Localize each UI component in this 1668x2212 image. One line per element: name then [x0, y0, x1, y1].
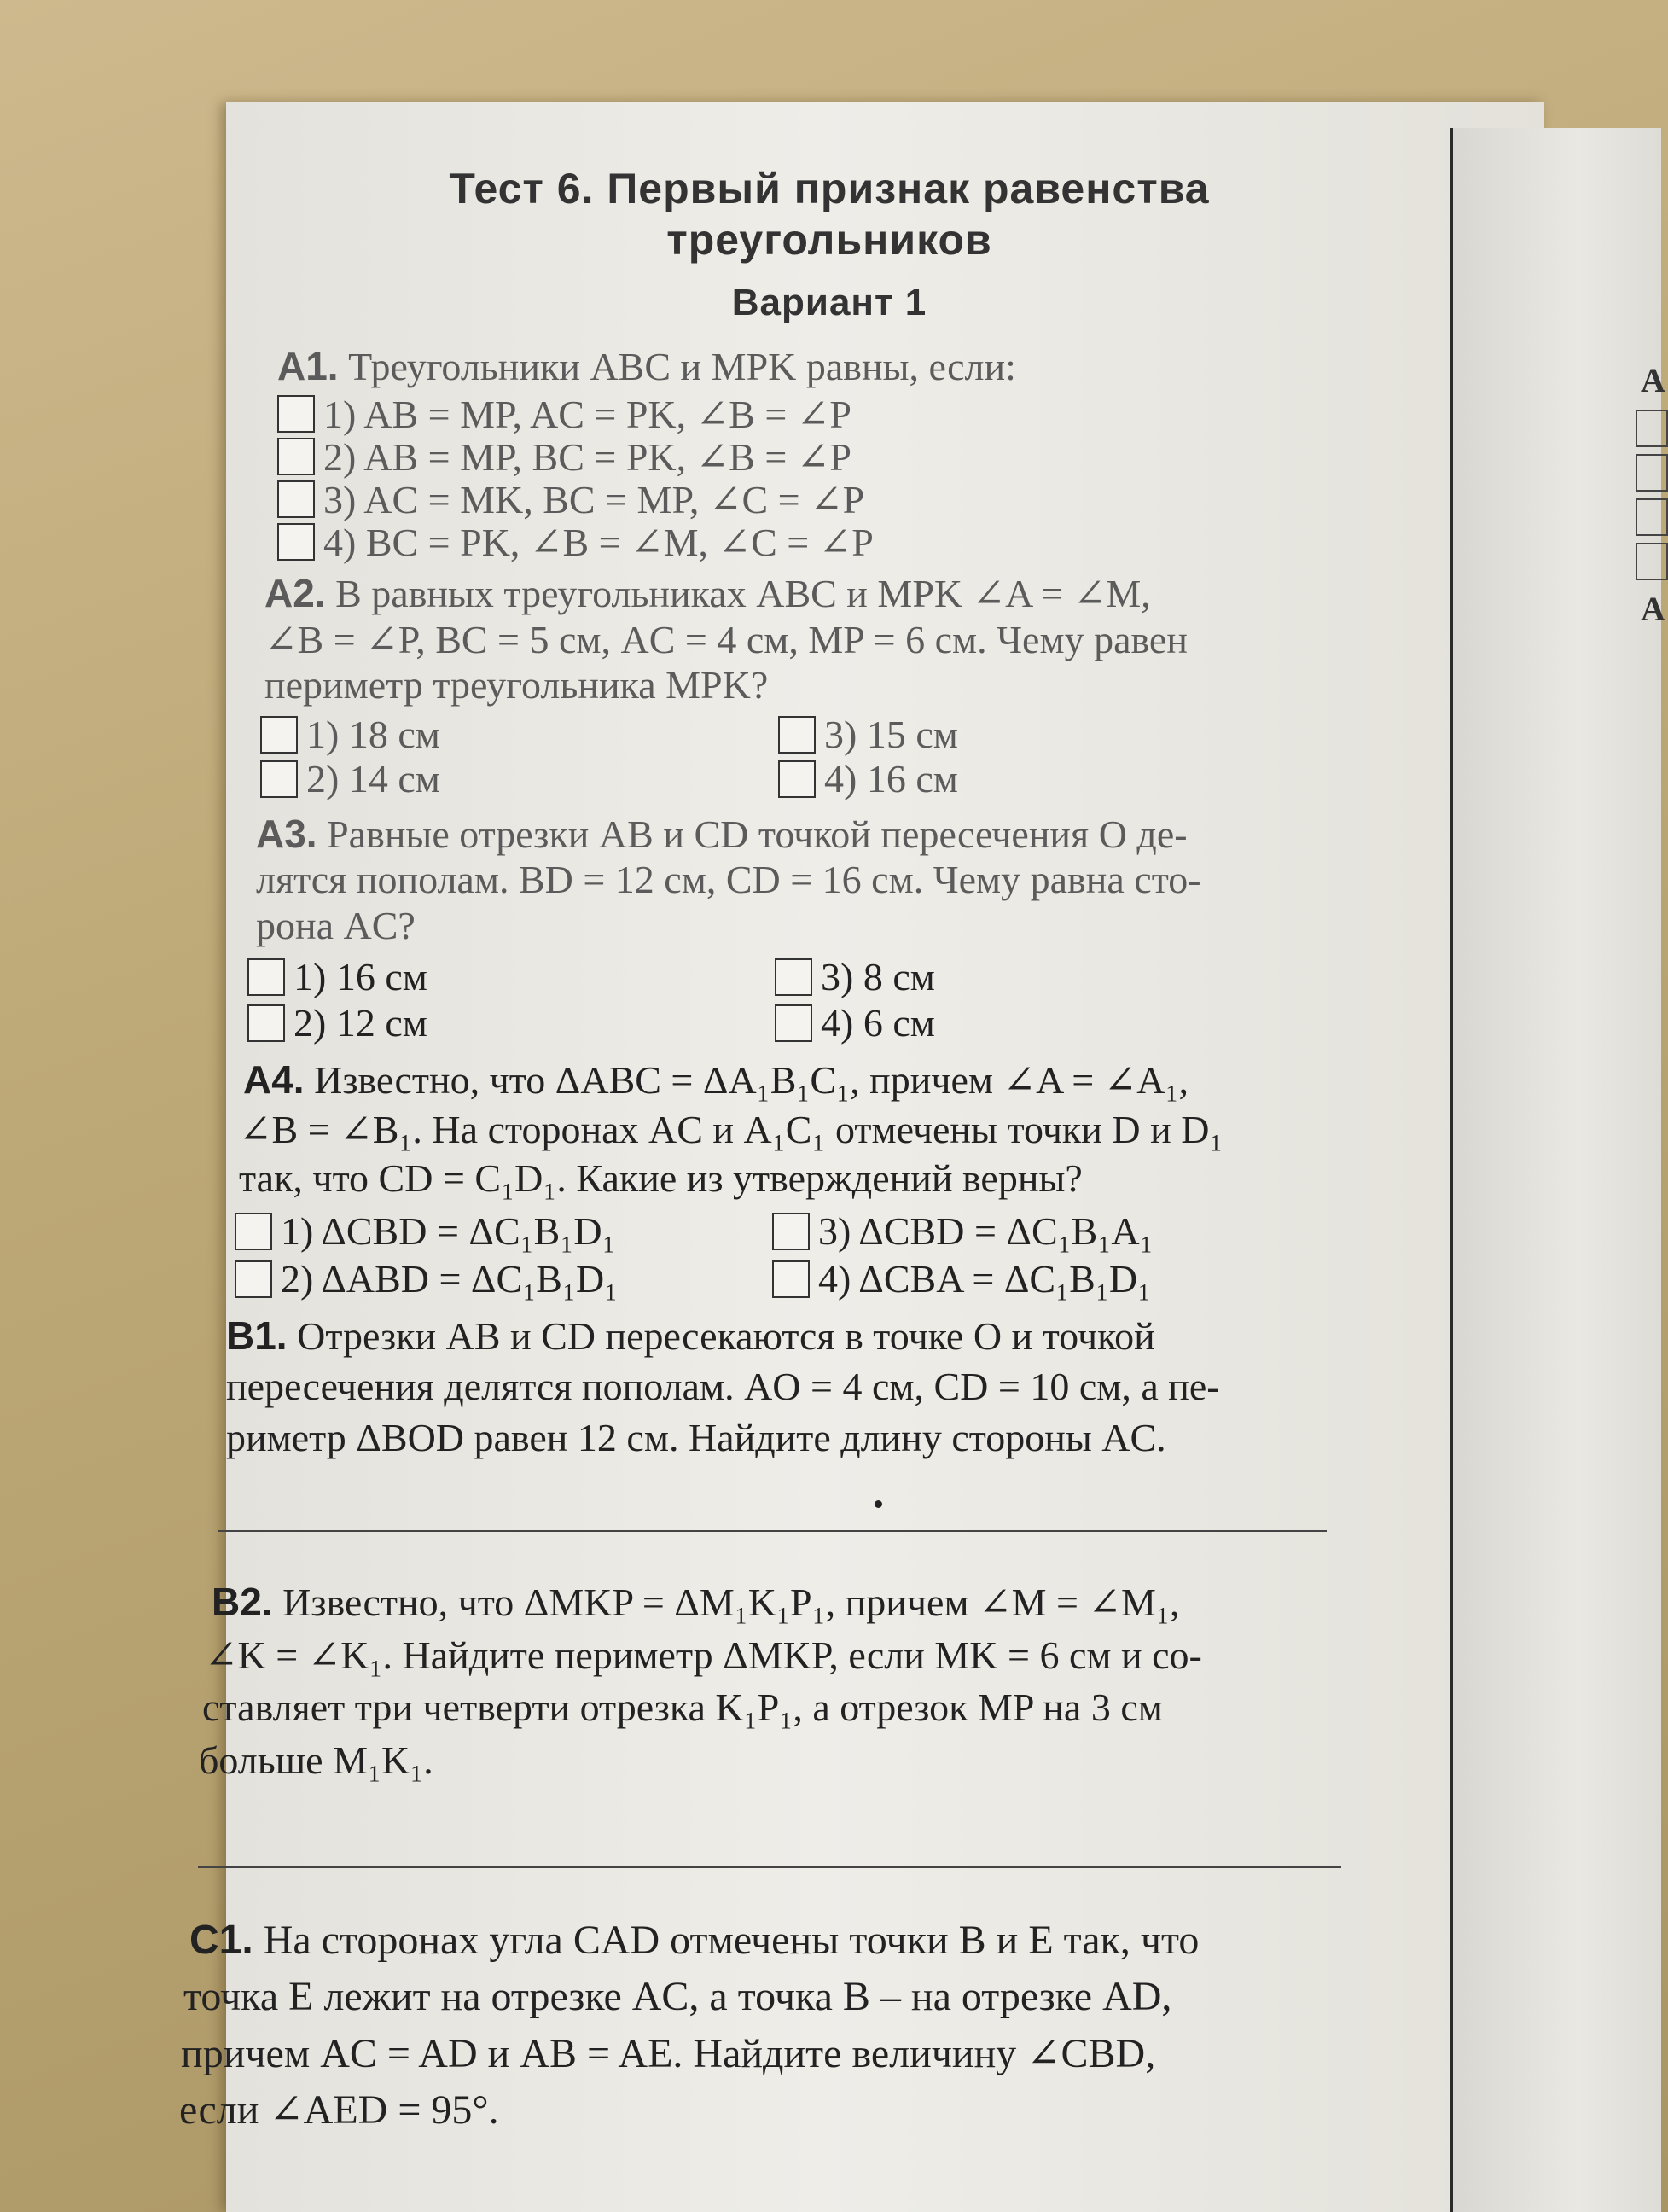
question-text: ∠B = ∠P, BC = 5 см, AC = 4 см, MP = 6 см. Чему равен: [264, 618, 1188, 661]
question-a1: [277, 343, 1016, 389]
adjacent-page-fragment: A: [1641, 590, 1665, 628]
question-text: если ∠AED = 95°.: [179, 2087, 499, 2133]
question-text: На сторонах угла CAD отмечены точки B и E так, что: [263, 1918, 1200, 1963]
question-label: А2.: [264, 571, 326, 615]
answer-option[interactable]: 4) 6 см: [775, 1000, 935, 1045]
question-a3: [256, 811, 1188, 857]
answer-checkbox[interactable]: [235, 1213, 272, 1250]
answer-option[interactable]: 4) BC = PK, ∠B = ∠M, ∠C = ∠P: [277, 519, 874, 565]
question-label: С1.: [189, 1918, 253, 1963]
answer-option[interactable]: 1) AB = MP, AC = PK, ∠B = ∠P: [277, 391, 851, 437]
answer-checkbox[interactable]: [277, 523, 315, 561]
question-text: лятся пополам. BD = 12 см, CD = 16 см. Чему равна сто-: [256, 858, 1201, 901]
answer-option[interactable]: 2) ΔABD = ΔC₁B₁D₁: [235, 1256, 618, 1301]
answer-checkbox[interactable]: [247, 1004, 285, 1042]
question-text: ставляет три четверти отрезка K₁P₁, а отрезок MP на 3 см: [202, 1685, 1163, 1729]
answer-checkbox[interactable]: [772, 1213, 810, 1250]
question-text: Равные отрезки AB и CD точкой пересечения O де-: [327, 812, 1188, 856]
answer-option[interactable]: 2) 14 см: [260, 756, 440, 801]
question-text: Отрезки AB и CD пересекаются в точке O и точкой: [297, 1314, 1155, 1358]
answer-checkbox[interactable]: [260, 716, 298, 754]
answer-checkbox[interactable]: [277, 438, 315, 475]
question-text: риметр ΔBOD равен 12 см. Найдите длину стороны AC.: [226, 1416, 1166, 1459]
question-a4: [243, 1057, 1189, 1103]
page-title-line2: треугольников: [666, 216, 992, 264]
question-text: Треугольники ABC и MPK равны, если:: [348, 345, 1016, 388]
answer-checkbox[interactable]: [247, 958, 285, 996]
question-label: А3.: [256, 812, 317, 856]
question-text: ∠B = ∠B₁. На сторонах AC и A₁C₁ отмечены точки D и D₁: [239, 1108, 1223, 1151]
answer-checkbox[interactable]: [775, 1004, 812, 1042]
answer-option[interactable]: 3) 8 см: [775, 954, 935, 999]
answer-line-b2[interactable]: [198, 1866, 1341, 1868]
question-b2: [212, 1579, 1179, 1625]
question-label: А1.: [277, 344, 339, 388]
question-text: Известно, что ΔMKP = ΔM₁K₁P₁, причем ∠M = ∠M₁,: [282, 1580, 1180, 1624]
answer-option[interactable]: 1) ΔCBD = ΔC₁B₁D₁: [235, 1208, 616, 1254]
answer-option[interactable]: 2) 12 см: [247, 1000, 427, 1045]
adjacent-page-fragment: A: [1641, 361, 1665, 399]
answer-option[interactable]: 1) 16 см: [247, 954, 427, 999]
question-label: А4.: [243, 1057, 305, 1102]
question-a2: [264, 570, 1151, 616]
answer-checkbox[interactable]: [260, 760, 298, 798]
question-text: больше M₁K₁.: [199, 1738, 433, 1782]
question-text: периметр треугольника MPK?: [264, 663, 769, 707]
question-text: так, что CD = C₁D₁. Какие из утверждений верны?: [239, 1156, 1083, 1200]
question-label: В2.: [212, 1580, 273, 1624]
answer-option[interactable]: 3) 15 см: [778, 712, 958, 757]
question-text: точка E лежит на отрезке AC, а точка B – на отрезке AD,: [183, 1974, 1172, 2019]
question-text: ∠K = ∠K₁. Найдите периметр ΔMKP, если MK = 6 см и со-: [205, 1633, 1202, 1677]
answer-checkbox[interactable]: [772, 1260, 810, 1298]
answer-checkbox[interactable]: [277, 480, 315, 518]
question-label: В1.: [226, 1313, 288, 1358]
answer-checkbox[interactable]: [235, 1260, 272, 1298]
question-text: причем AC = AD и AB = AE. Найдите величину ∠CBD,: [181, 2031, 1156, 2076]
question-text: В равных треугольниках ABC и MPK ∠A = ∠M,: [335, 572, 1151, 615]
question-text: Известно, что ΔABC = ΔA₁B₁C₁, причем ∠A = ∠A₁,: [314, 1058, 1189, 1102]
variant-heading: Вариант 1: [731, 282, 927, 323]
question-text: рона AC?: [256, 904, 416, 947]
answer-line-b1[interactable]: [218, 1530, 1327, 1532]
answer-option[interactable]: 4) 16 см: [778, 756, 958, 801]
answer-option[interactable]: 2) AB = MP, BC = PK, ∠B = ∠P: [277, 434, 851, 480]
page-title: Тест 6. Первый признак равенства: [449, 165, 1210, 212]
answer-option[interactable]: 3) AC = MK, BC = MP, ∠C = ∠P: [277, 476, 864, 522]
question-c1: [189, 1917, 1199, 1964]
answer-checkbox[interactable]: [778, 716, 816, 754]
question-text: пересечения делятся пополам. AO = 4 см, CD = 10 см, а пе-: [226, 1365, 1220, 1408]
answer-checkbox[interactable]: [277, 395, 315, 433]
answer-checkbox[interactable]: [775, 958, 812, 996]
answer-option[interactable]: 3) ΔCBD = ΔC₁B₁A₁: [772, 1208, 1154, 1254]
question-b1: [226, 1313, 1155, 1359]
answer-option[interactable]: 4) ΔCBA = ΔC₁B₁D₁: [772, 1256, 1151, 1301]
answer-option[interactable]: 1) 18 см: [260, 712, 440, 757]
answer-checkbox[interactable]: [778, 760, 816, 798]
ink-dot: [875, 1500, 882, 1508]
